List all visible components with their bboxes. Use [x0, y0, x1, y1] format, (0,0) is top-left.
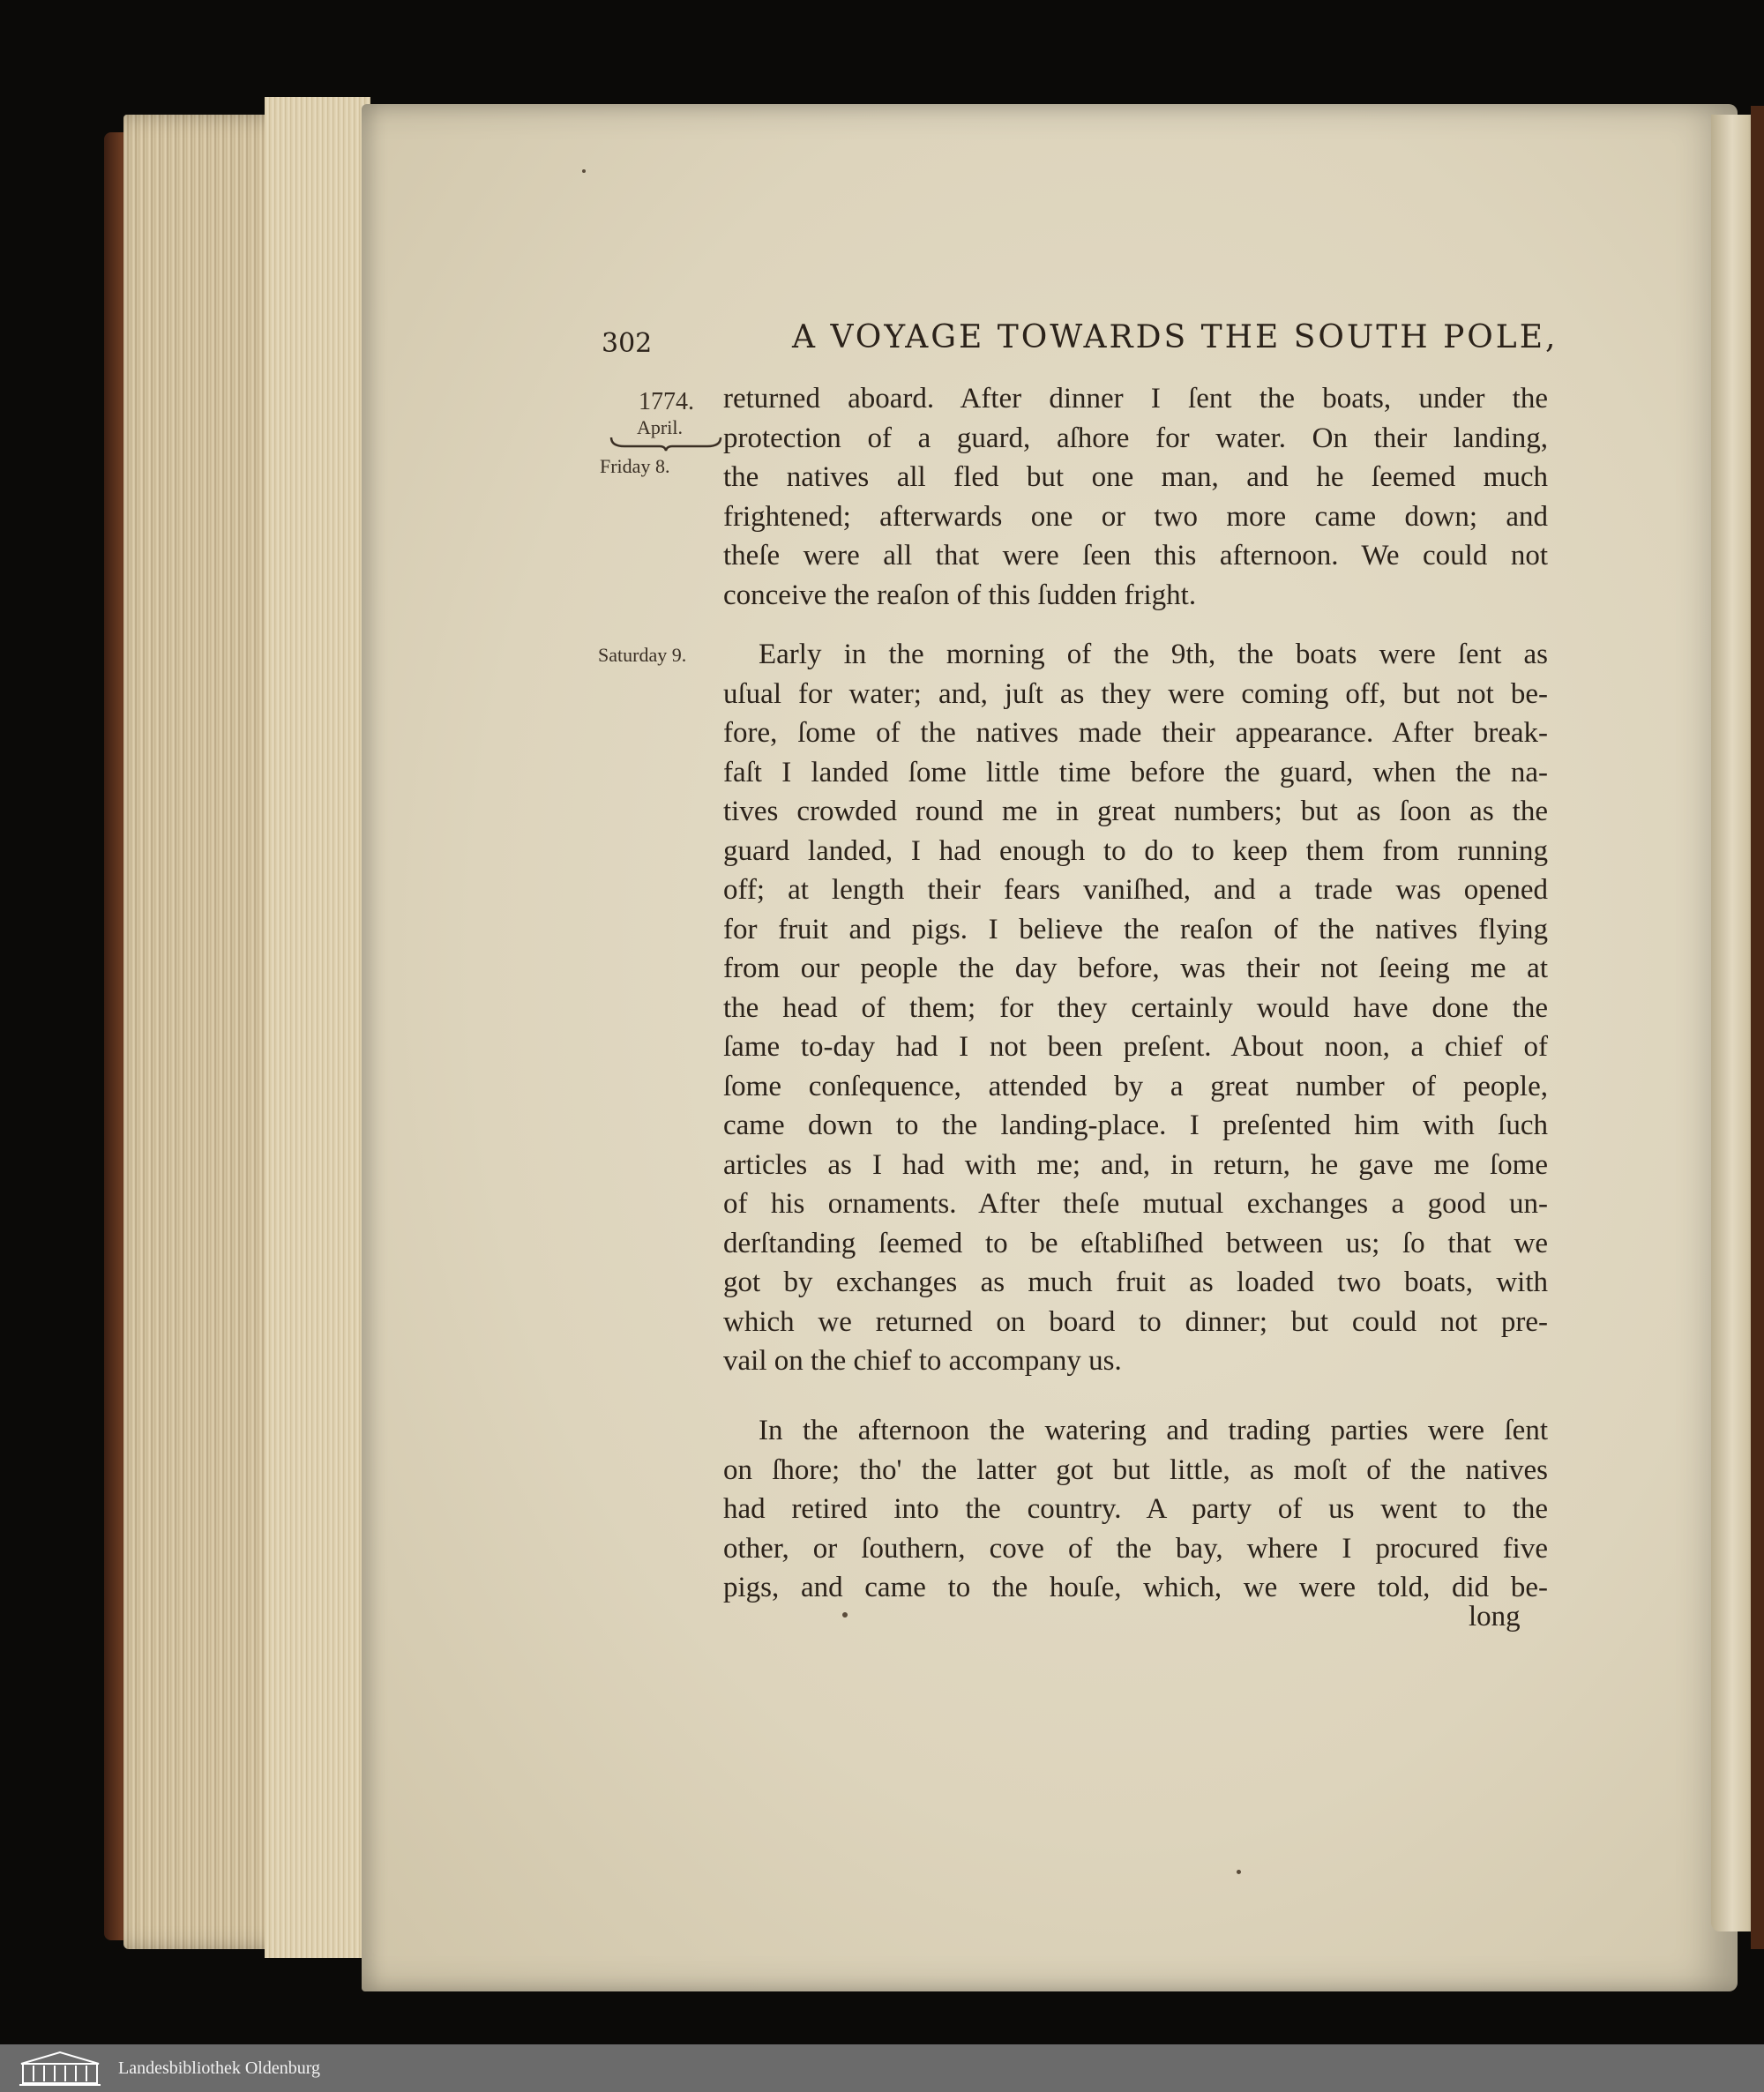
text-line: off; at length their fears vaniſhed, and a trade was opened	[723, 874, 1548, 906]
text-line: for fruit and pigs. I believe the reaſon of the natives flying	[723, 913, 1548, 945]
text-line: the natives all fled but one man, and he ſeemed much	[723, 461, 1548, 493]
text-line: ſome conſequence, attended by a great number of people,	[723, 1070, 1548, 1102]
text-line: came down to the landing-place. I preſented him with ſuch	[723, 1110, 1548, 1141]
text-line: faſt I landed ſome little time before the guard, when the na-	[723, 756, 1548, 788]
paragraph-2	[723, 635, 1548, 1381]
library-footer	[0, 2044, 1764, 2092]
text-line: which we returned on board to dinner; but could not pre-	[723, 1305, 1548, 1338]
paragraph-1	[723, 379, 1548, 615]
text-line: on ſhore; tho' the latter got but little, as moſt of the natives	[723, 1453, 1548, 1486]
text-line: protection of a guard, aſhore for water. On their landing,	[723, 422, 1548, 454]
text-line: the head of them; for they certainly would have done the	[723, 991, 1548, 1024]
book-cover-right	[1751, 106, 1764, 1949]
text-line: frightened; afterwards one or two more came down; and	[723, 500, 1548, 533]
paper-speck	[1237, 1870, 1241, 1874]
paragraph-3	[723, 1411, 1548, 1608]
text-line: In the afternoon the watering and trading parties were ſent	[759, 1415, 1548, 1446]
catchword: long	[1469, 1601, 1521, 1633]
text-line: guard landed, I had enough to do to keep them from running	[723, 834, 1548, 867]
margin-date-saturday: Saturday 9.	[598, 644, 687, 666]
page-stack	[265, 97, 370, 1958]
text-line: conceive the reaſon of this ſudden fright.	[723, 579, 1197, 611]
margin-month: April.	[637, 416, 683, 438]
margin-date-friday: Friday 8.	[600, 455, 670, 477]
text-line: derſtanding ſeemed to be eſtabliſhed between us; ſo that we	[723, 1227, 1548, 1259]
text-line: had retired into the country. A party of us went to the	[723, 1493, 1548, 1525]
margin-brace-icon	[609, 436, 723, 452]
text-line: got by exchanges as much fruit as loaded two boats, with	[723, 1266, 1548, 1298]
paper-speck	[842, 1612, 848, 1618]
text-line: Early in the morning of the 9th, the boats were ſent as	[759, 639, 1548, 670]
text-line: returned aboard. After dinner I ſent the boats, under the	[723, 383, 1548, 415]
text-line: pigs, and came to the houſe, which, we were told, did be-	[723, 1572, 1548, 1603]
text-line: articles as I had with me; and, in return, he gave me ſome	[723, 1148, 1548, 1181]
running-head	[792, 319, 1558, 355]
text-line: other, or ſouthern, cove of the bay, where I procured five	[723, 1532, 1548, 1565]
text-line: from our people the day before, was their not ſeeing me at	[723, 953, 1548, 984]
running-head-text: A VOYAGE TOWARDS THE SOUTH POLE,	[792, 319, 1558, 355]
library-name: Landesbibliothek Oldenburg	[118, 2058, 321, 2078]
text-line: vail on the chief to accompany us.	[723, 1345, 1122, 1377]
paper-speck	[582, 169, 586, 173]
text-line: of his ornaments. After theſe mutual exchanges a good un-	[723, 1188, 1548, 1220]
text-line: fore, ſome of the natives made their appearance. After break-	[723, 717, 1548, 749]
text-line: theſe were all that were ſeen this afternoon. We could not	[723, 540, 1548, 572]
page-number: 302	[602, 328, 653, 359]
text-line: tives crowded round me in great numbers; but as ſoon as the	[723, 796, 1548, 827]
margin-year: 1774.	[639, 388, 694, 415]
library-building-icon	[16, 2050, 104, 2087]
text-line: ſame to-day had I not been preſent. About noon, a chief of	[723, 1031, 1548, 1063]
text-line: uſual for water; and, juſt as they were coming off, but not be-	[723, 677, 1548, 710]
